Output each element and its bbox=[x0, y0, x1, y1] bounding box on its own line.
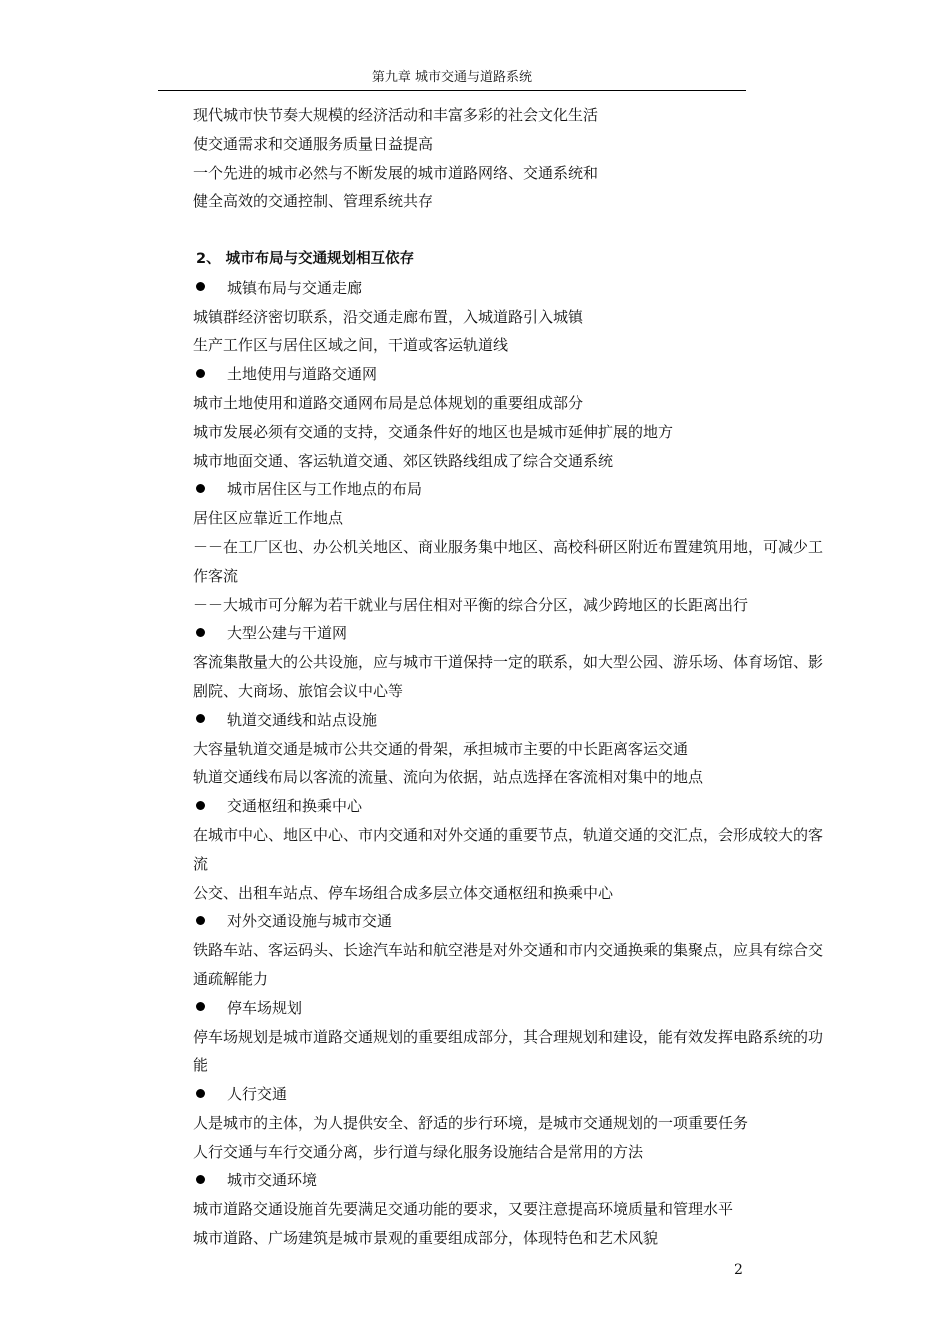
topic-title-row bbox=[193, 706, 825, 735]
topic-title-row bbox=[193, 907, 825, 936]
topic-title: 人行交通 bbox=[227, 1085, 288, 1104]
intro-line: 一个先进的城市必然与不断发展的城市道路网络、交通系统和 bbox=[193, 163, 599, 182]
document-body bbox=[193, 101, 825, 1253]
intro-line: 健全高效的交通控制、管理系统共存 bbox=[193, 192, 434, 211]
topic-title-row bbox=[193, 994, 825, 1023]
bullet-icon bbox=[196, 628, 205, 637]
topic-title: 城市交通环境 bbox=[227, 1171, 318, 1190]
bullet-icon bbox=[196, 369, 205, 378]
topic-title: 轨道交通线和站点设施 bbox=[227, 710, 378, 729]
topic-title: 城镇布局与交通走廊 bbox=[227, 278, 363, 297]
intro-line: 现代城市快节奏大规模的经济活动和丰富多彩的社会文化生活 bbox=[193, 106, 599, 124]
topic-line: 城市发展必须有交通的支持，交通条件好的地区也是城市延伸扩展的地方 bbox=[193, 422, 674, 441]
topic-line: 人行交通与车行交通分离，步行道与绿化服务设施结合是常用的方法 bbox=[193, 1142, 644, 1161]
topic-line: －－大城市可分解为若干就业与居住相对平衡的综合分区，减少跨地区的长距离出行 bbox=[193, 595, 749, 614]
topic-title-row bbox=[193, 619, 825, 648]
topic-line: 人是城市的主体，为人提供安全、舒适的步行环境，是城市交通规划的一项重要任务 bbox=[193, 1113, 749, 1132]
topic-title-row bbox=[193, 274, 825, 303]
topic-title-row bbox=[193, 1166, 825, 1195]
topic-line: 在城市中心、地区中心、市内交通和对外交通的重要节点，轨道交通的交汇点，会形成较大的客流 bbox=[193, 825, 824, 873]
topic-line: 居住区应靠近工作地点 bbox=[193, 509, 344, 528]
topic-line: 生产工作区与居住区域之间，干道或客运轨道线 bbox=[193, 336, 509, 355]
topic-line: 铁路车站、客运码头、长途汽车站和航空港是对外交通和市内交通换乘的集聚点，应具有综合交通疏解能力 bbox=[193, 941, 824, 988]
topic-line: 大容量轨道交通是城市公共交通的骨架，承担城市主要的中长距离客运交通 bbox=[193, 739, 689, 758]
topic-title-row bbox=[193, 360, 825, 389]
bullet-icon bbox=[196, 282, 205, 291]
intro-line: 使交通需求和交通服务质量日益提高 bbox=[193, 134, 434, 153]
topic-title-row bbox=[193, 475, 825, 504]
topic-line: －－在工厂区也、办公机关地区、商业服务集中地区、高校科研区附近布置建筑用地，可减少工作客流 bbox=[193, 537, 824, 585]
section-heading: 2、 城市布局与交通规划相互依存 bbox=[196, 250, 415, 267]
topic-line: 城镇群经济密切联系，沿交通走廊布置，入城道路引入城镇 bbox=[193, 307, 584, 326]
topic-title: 交通枢纽和换乘中心 bbox=[227, 797, 363, 816]
topic-line: 公交、出租车站点、停车场组合成多层立体交通枢纽和换乘中心 bbox=[193, 883, 614, 902]
topic-line: 停车场规划是城市道路交通规划的重要组成部分，其合理规划和建设，能有效发挥电路系统的功能 bbox=[193, 1027, 824, 1075]
page-header: 第九章 城市交通与道路系统 bbox=[158, 66, 746, 91]
topic-list bbox=[193, 274, 825, 1253]
topic-title-row bbox=[193, 1080, 825, 1109]
bullet-icon bbox=[196, 801, 205, 810]
topic-title-row bbox=[193, 792, 825, 821]
topic-line: 城市道路交通设施首先要满足交通功能的要求，又要注意提高环境质量和管理水平 bbox=[193, 1200, 734, 1219]
bullet-icon bbox=[196, 1089, 205, 1098]
topic-title: 土地使用与道路交通网 bbox=[227, 365, 378, 384]
intro-paragraph bbox=[193, 101, 825, 216]
bullet-icon bbox=[196, 484, 205, 493]
bullet-icon bbox=[196, 916, 205, 925]
topic-line: 城市土地使用和道路交通网布局是总体规划的重要组成部分 bbox=[193, 393, 584, 412]
topic-line: 客流集散量大的公共设施，应与城市干道保持一定的联系，如大型公园、游乐场、体育场馆、影剧院、大商场、旅馆会议中心等 bbox=[193, 653, 824, 700]
topic-line: 城市道路、广场建筑是城市景观的重要组成部分，体现特色和艺术风貌 bbox=[193, 1229, 659, 1248]
bullet-icon bbox=[196, 714, 205, 723]
bullet-icon bbox=[196, 1175, 205, 1184]
bullet-icon bbox=[196, 1002, 205, 1011]
page-number: 2 bbox=[734, 1262, 743, 1278]
topic-title: 对外交通设施与城市交通 bbox=[227, 912, 393, 931]
topic-line: 轨道交通线布局以客流的流量、流向为依据，站点选择在客流相对集中的地点 bbox=[193, 768, 704, 787]
topic-title: 城市居住区与工作地点的布局 bbox=[227, 480, 423, 499]
topic-line: 城市地面交通、客运轨道交通、郊区铁路线组成了综合交通系统 bbox=[193, 451, 614, 470]
topic-title: 停车场规划 bbox=[227, 998, 303, 1017]
topic-title: 大型公建与干道网 bbox=[227, 624, 348, 643]
